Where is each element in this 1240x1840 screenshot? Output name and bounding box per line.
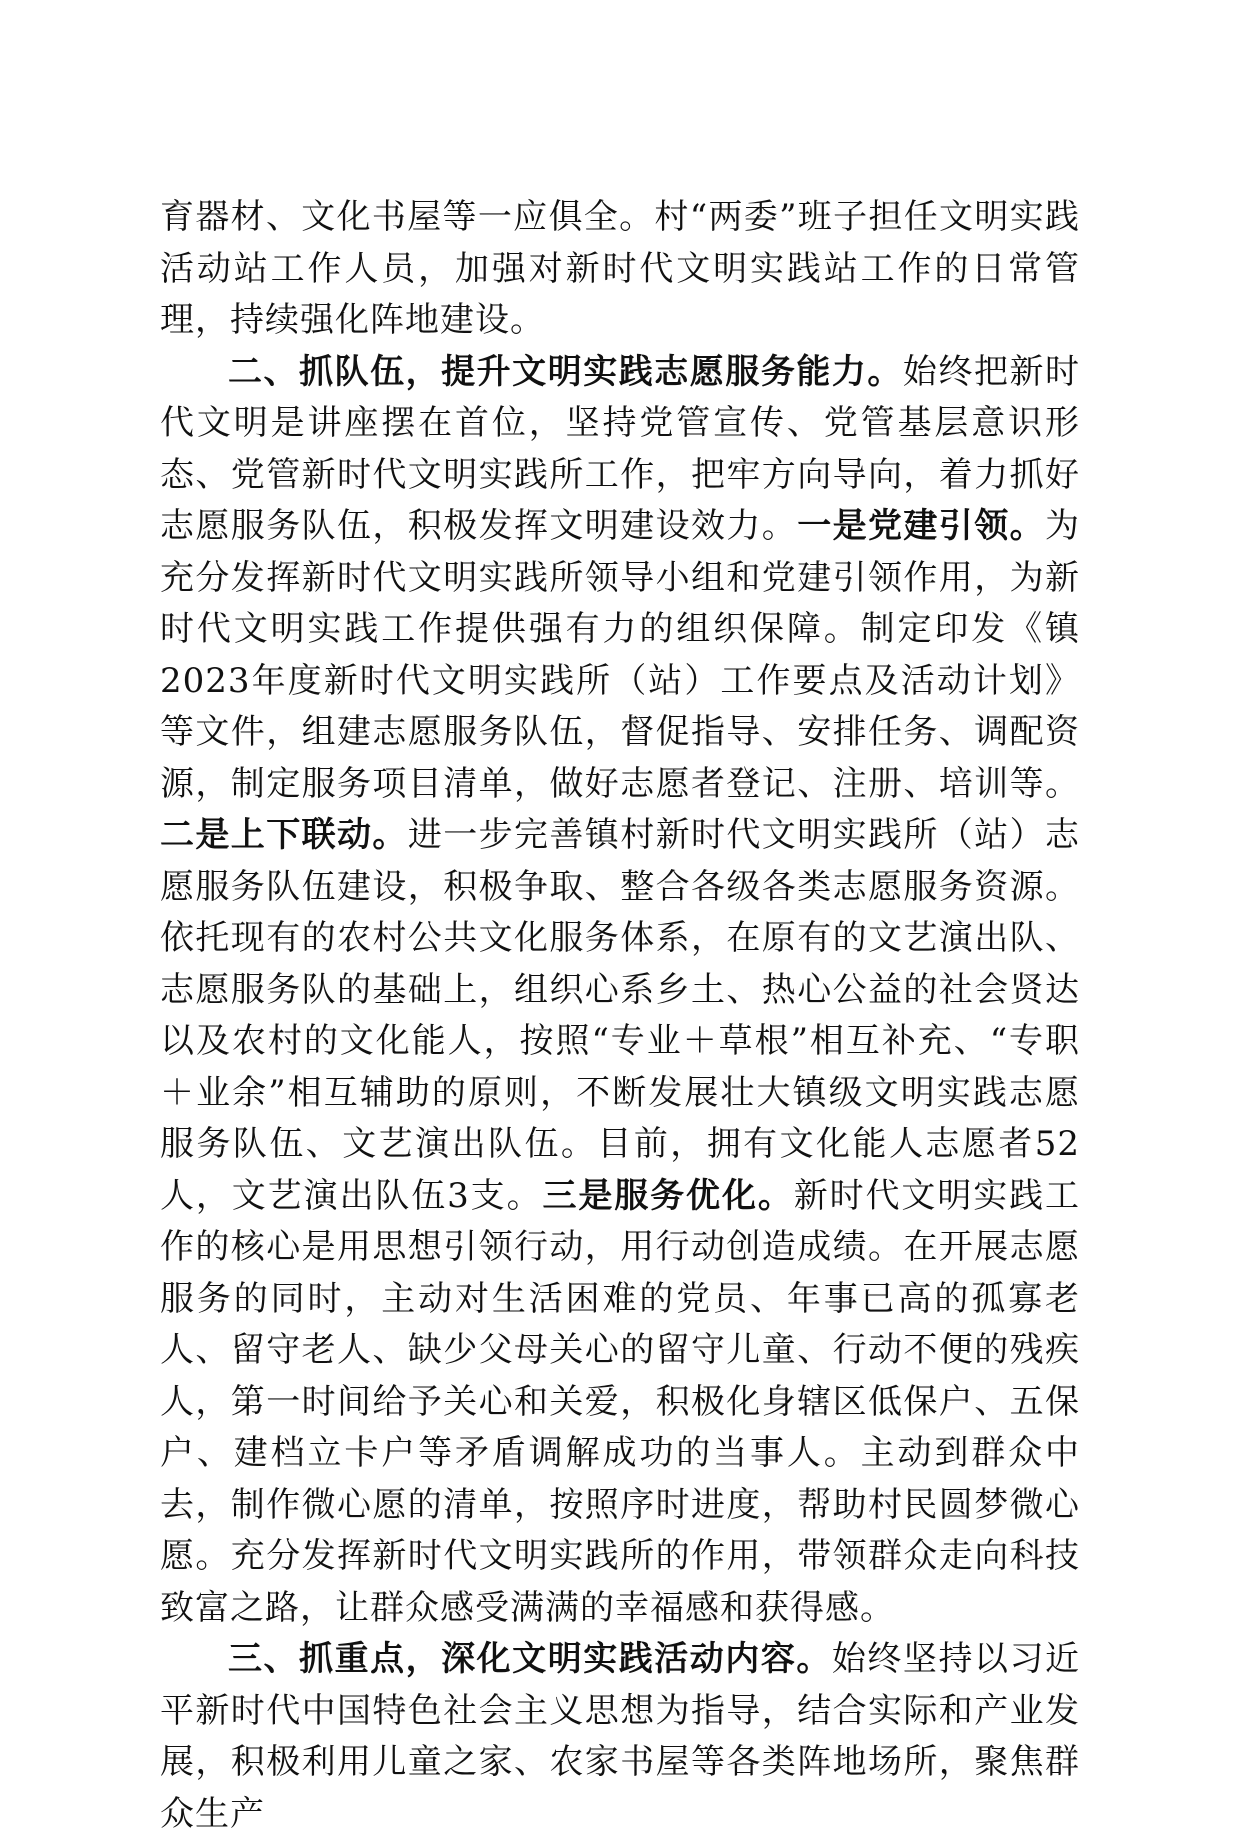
paragraph-2 bbox=[160, 347, 1080, 1635]
paragraph-3-text: 始终坚持以习近平新时代中国特色社会主义思想为指导，结合实际和产业发展，积极利用儿童之家、农家书屋等各类阵地场所，聚焦群众生产 bbox=[160, 1639, 1081, 1834]
section-heading-3: 三、抓重点，深化文明实践活动内容。 bbox=[228, 1639, 832, 1679]
paragraph-2-text-c: 进一步完善镇村新时代文明实践所（站）志愿服务队伍建设，积极争取、整合各级各类志愿服务资源。依托现有的农村公共文化服务体系，在原有的文艺演出队、志愿服务队的基础上，组织心系乡土、热心公益的社会贤达以及农村的文化能人，按照“专业＋草根”相互补充、“专职＋业余”相互辅助的原则，不断发展壮大镇级文明实践志愿服务队伍、文艺演出队伍。目前，拥有文化能人志愿者52人，文艺演出队伍3支。 bbox=[160, 815, 1081, 1216]
paragraph-2-text-a: 始终把新时代文明是讲座摆在首位，坚持党管宣传、党管基层意识形态、党管新时代文明实践所工作，把牢方向导向，着力抓好志愿服务队伍，积极发挥文明建设效力。 bbox=[160, 351, 1081, 546]
section-heading-2: 二、抓队伍，提升文明实践志愿服务能力。 bbox=[228, 351, 903, 392]
subheading-party-lead: 一是党建引领。 bbox=[797, 506, 1046, 546]
paragraph-2-text-b: 为充分发挥新时代文明实践所领导小组和党建引领作用，为新时代文明实践工作提供强有力的组织保障。制定印发《镇2023年度新时代文明实践所（站）工作要点及活动计划》等文件，组建志愿服务队伍，督促指导、安排任务、调配资源，制定服务项目清单，做好志愿者登记、注册、培训等。 bbox=[160, 506, 1081, 804]
paragraph-1-text: 育器材、文化书屋等一应俱全。村“两委”班子担任文明实践活动站工作人员，加强对新时代文明实践站工作的日常管理，持续强化阵地建设。 bbox=[160, 197, 1080, 340]
document-body bbox=[160, 192, 1080, 1840]
paragraph-3 bbox=[160, 1634, 1080, 1840]
subheading-linkage: 二是上下联动。 bbox=[160, 815, 408, 855]
paragraph-2-text-d: 新时代文明实践工作的核心是用思想引领行动，用行动创造成绩。在开展志愿服务的同时，主动对生活困难的党员、年事已高的孤寡老人、留守老人、缺少父母关心的留守儿童、行动不便的残疾人，第一时间给予关心和关爱，积极化身辖区低保户、五保户、建档立卡户等矛盾调解成功的当事人。主动到群众中去，制作微心愿的清单，按照序时进度，帮助村民圆梦微心愿。充分发挥新时代文明实践所的作用，带领群众走向科技致富之路，让群众感受满满的幸福感和获得感。 bbox=[160, 1175, 1081, 1628]
paragraph-1 bbox=[160, 192, 1080, 347]
subheading-service: 三是服务优化。 bbox=[542, 1175, 794, 1216]
